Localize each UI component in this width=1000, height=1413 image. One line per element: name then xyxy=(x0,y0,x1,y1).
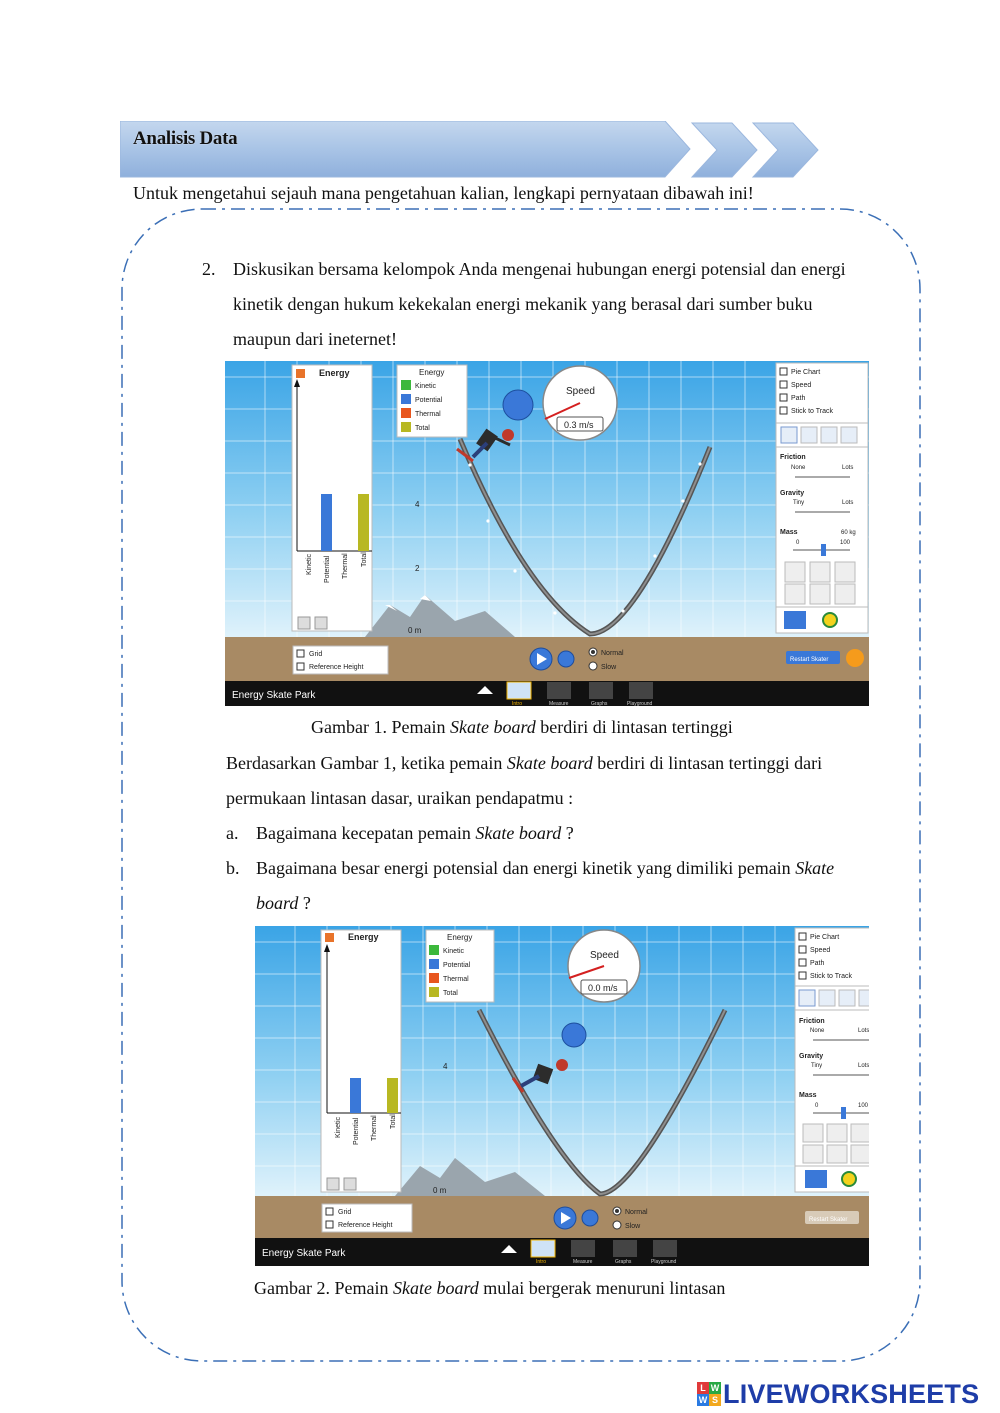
tab-graphs-label: Graphs xyxy=(591,701,608,706)
energy-panel-title: Energy xyxy=(348,932,379,942)
grid-checkbox[interactable] xyxy=(297,650,304,657)
logo-text: LIVEWORKSHEETS xyxy=(723,1378,980,1409)
track-shape-button[interactable] xyxy=(801,427,817,443)
legend-potential: Potential xyxy=(415,397,443,404)
mass-max-label: 100 xyxy=(858,1103,869,1109)
tab-playground[interactable] xyxy=(653,1240,677,1257)
speed-readout: 0.0 m/s xyxy=(588,983,618,993)
bar-total xyxy=(387,1078,398,1113)
reference-height-label: Reference Height xyxy=(338,1222,393,1229)
app-name: Energy Skate Park xyxy=(232,690,316,701)
path-checkbox[interactable] xyxy=(780,394,787,401)
body-paragraph: Berdasarkan Gambar 1, ketika pemain Skate board berdiri di lintasan tertinggi dari permukaan lintasan dasar, uraikan pendapatmu : xyxy=(226,753,823,808)
legend-title: Energy xyxy=(447,933,473,942)
mass-label: Mass xyxy=(799,1092,817,1099)
energy-panel-title: Energy xyxy=(319,368,350,378)
friction-min-label: None xyxy=(791,465,806,471)
control-panel xyxy=(776,363,868,633)
speed-title: Speed xyxy=(590,950,619,961)
item-a-marker: a. xyxy=(226,823,239,843)
question-text: Diskusikan bersama kelompok Anda mengenai hubungan energi potensial dan energi kinetik dengan hukum kekekalan energi mekanik yang berasal dari sumber buku maupun dari ineternet! xyxy=(233,259,846,349)
gravity-max-label: Lots xyxy=(858,1063,869,1069)
mass-min-label: 0 xyxy=(815,1103,819,1109)
height-label-0: 0 m xyxy=(408,626,422,635)
friction-label: Friction xyxy=(799,1018,825,1025)
bar-label-potential: Potential xyxy=(353,1117,360,1145)
speed-label: Speed xyxy=(810,947,831,954)
tab-measure-label: Measure xyxy=(573,1259,593,1265)
bar-label-total: Total xyxy=(361,552,368,567)
legend-kinetic: Kinetic xyxy=(443,948,465,955)
liveworksheets-logo[interactable] xyxy=(697,1376,979,1412)
step-button[interactable] xyxy=(558,651,574,667)
speed-title: Speed xyxy=(566,386,595,397)
friction-max-label: Lots xyxy=(858,1028,869,1034)
track-shape-button[interactable] xyxy=(839,990,855,1006)
grid-checkbox[interactable] xyxy=(326,1208,333,1215)
bar-potential xyxy=(350,1078,361,1113)
stopwatch-icon[interactable] xyxy=(805,1170,827,1188)
tab-intro-label: Intro xyxy=(512,701,523,706)
zoom-in-button[interactable] xyxy=(315,617,327,629)
speedometer xyxy=(543,366,617,440)
reference-height-checkbox[interactable] xyxy=(297,663,304,670)
pie-chart-checkbox[interactable] xyxy=(780,368,787,375)
step-button[interactable] xyxy=(582,1210,598,1226)
bar-label-kinetic: Kinetic xyxy=(335,1116,342,1138)
speed-readout: 0.3 m/s xyxy=(564,420,594,430)
reset-all-button[interactable] xyxy=(846,649,864,667)
reference-height-label: Reference Height xyxy=(309,664,364,671)
legend-total: Total xyxy=(415,425,430,432)
energy-bar-panel xyxy=(321,930,401,1192)
bar-label-thermal: Thermal xyxy=(342,553,349,579)
track-shape-button[interactable] xyxy=(781,427,797,443)
friction-max-label: Lots xyxy=(842,465,854,471)
grid-label: Grid xyxy=(309,651,323,658)
slow-label: Slow xyxy=(625,1223,641,1230)
speed-checkbox[interactable] xyxy=(780,381,787,388)
track-shape-button[interactable] xyxy=(859,990,869,1006)
gravity-min-label: Tiny xyxy=(811,1063,823,1069)
track-shape-button[interactable] xyxy=(799,990,815,1006)
logo-badge-icon: L W W S xyxy=(698,1383,720,1405)
mass-value: 60 kg xyxy=(841,530,856,536)
tab-graphs[interactable] xyxy=(589,682,613,699)
speed-checkbox[interactable] xyxy=(799,946,806,953)
question-number: 2. xyxy=(202,259,216,279)
item-a-text: Bagaimana kecepatan pemain Skate board ? xyxy=(256,823,574,843)
legend-kinetic: Kinetic xyxy=(415,383,437,390)
pie-chart-label: Pie Chart xyxy=(810,934,840,941)
sim1-canvas xyxy=(225,361,869,706)
reference-height-checkbox[interactable] xyxy=(326,1221,333,1228)
mass-min-label: 0 xyxy=(796,540,800,546)
measuring-tape-icon[interactable] xyxy=(823,613,837,627)
zoom-out-button[interactable] xyxy=(327,1178,339,1190)
bar-label-total: Total xyxy=(390,1114,397,1129)
height-label-4: 4 xyxy=(443,1062,448,1071)
height-label-2: 2 xyxy=(415,564,420,573)
pie-chart-checkbox[interactable] xyxy=(799,933,806,940)
grid-label: Grid xyxy=(338,1209,352,1216)
track-shape-button[interactable] xyxy=(819,990,835,1006)
item-b-marker: b. xyxy=(226,858,240,878)
pie-chart-label: Pie Chart xyxy=(791,369,821,376)
energy-legend xyxy=(397,365,467,437)
measuring-tape-icon[interactable] xyxy=(842,1172,856,1186)
stick-to-track-checkbox[interactable] xyxy=(799,972,806,979)
bar-label-thermal: Thermal xyxy=(371,1115,378,1141)
legend-title: Energy xyxy=(419,368,445,377)
item-b-text: Bagaimana besar energi potensial dan energi kinetik yang dimiliki pemain Skate board ? xyxy=(256,858,835,913)
path-label: Path xyxy=(791,395,806,402)
tab-graphs[interactable] xyxy=(613,1240,637,1257)
app-name: Energy Skate Park xyxy=(262,1248,346,1259)
restart-skater-label: Restart Skater xyxy=(790,657,829,663)
legend-thermal: Thermal xyxy=(415,411,441,418)
stick-to-track-label: Stick to Track xyxy=(791,408,834,415)
legend-potential: Potential xyxy=(443,962,471,969)
legend-thermal: Thermal xyxy=(443,976,469,983)
gravity-min-label: Tiny xyxy=(793,500,805,506)
sim2-canvas xyxy=(255,926,869,1266)
speedometer xyxy=(568,930,640,1002)
path-checkbox[interactable] xyxy=(799,959,806,966)
tab-intro-label: Intro xyxy=(536,1259,547,1265)
mass-max-label: 100 xyxy=(840,540,851,546)
gravity-label: Gravity xyxy=(780,490,805,497)
mass-slider-thumb[interactable] xyxy=(841,1107,846,1119)
section-title: Analisis Data xyxy=(133,128,238,149)
tab-intro[interactable] xyxy=(507,682,531,699)
tab-measure[interactable] xyxy=(547,682,571,699)
slow-radio[interactable] xyxy=(589,662,597,670)
zoom-out-button[interactable] xyxy=(298,617,310,629)
simulation-screenshot-2 xyxy=(255,926,869,1266)
bar-potential xyxy=(321,494,332,551)
energy-legend xyxy=(426,930,494,1002)
bar-label-potential: Potential xyxy=(324,555,331,583)
normal-label: Normal xyxy=(601,650,624,657)
energy-bar-panel xyxy=(292,365,372,631)
height-label-4: 4 xyxy=(415,500,420,509)
stick-to-track-label: Stick to Track xyxy=(810,973,853,980)
track-shape-button[interactable] xyxy=(841,427,857,443)
simulation-screenshot-1 xyxy=(225,361,869,706)
track-shape-button[interactable] xyxy=(821,427,837,443)
collapse-button[interactable] xyxy=(296,369,305,378)
path-label: Path xyxy=(810,960,825,967)
friction-min-label: None xyxy=(810,1028,825,1034)
control-panel xyxy=(795,928,869,1192)
friction-label: Friction xyxy=(780,454,806,461)
slow-label: Slow xyxy=(601,664,617,671)
tab-playground-label: Playground xyxy=(627,701,653,706)
tab-graphs-label: Graphs xyxy=(615,1259,632,1265)
figure-1-caption: Gambar 1. Pemain Skate board berdiri di lintasan tertinggi xyxy=(311,717,733,737)
tab-measure-label: Measure xyxy=(549,701,569,706)
mass-slider-thumb[interactable] xyxy=(821,544,826,556)
pie-chart-circle xyxy=(503,390,533,420)
stick-to-track-checkbox[interactable] xyxy=(780,407,787,414)
pie-chart-circle xyxy=(562,1023,586,1047)
normal-label: Normal xyxy=(625,1209,648,1216)
legend-total: Total xyxy=(443,990,458,997)
collapse-button[interactable] xyxy=(325,933,334,942)
tab-playground-label: Playground xyxy=(651,1259,677,1265)
tab-measure[interactable] xyxy=(571,1240,595,1257)
stopwatch-icon[interactable] xyxy=(784,611,806,629)
instruction-text: Untuk mengetahui sejauh mana pengetahuan kalian, lengkapi pernyataan dibawah ini! xyxy=(133,183,754,203)
bar-label-kinetic: Kinetic xyxy=(306,553,313,575)
mass-label: Mass xyxy=(780,529,798,536)
speed-label: Speed xyxy=(791,382,812,389)
tab-intro[interactable] xyxy=(531,1240,555,1257)
gravity-label: Gravity xyxy=(799,1053,824,1060)
bar-total xyxy=(358,494,369,551)
gravity-max-label: Lots xyxy=(842,500,854,506)
tab-playground[interactable] xyxy=(629,682,653,699)
restart-skater-label: Restart Skater xyxy=(809,1217,848,1223)
figure-2-caption: Gambar 2. Pemain Skate board mulai bergerak menuruni lintasan xyxy=(254,1278,726,1298)
slow-radio[interactable] xyxy=(613,1221,621,1229)
zoom-in-button[interactable] xyxy=(344,1178,356,1190)
height-label-0: 0 m xyxy=(433,1186,447,1195)
